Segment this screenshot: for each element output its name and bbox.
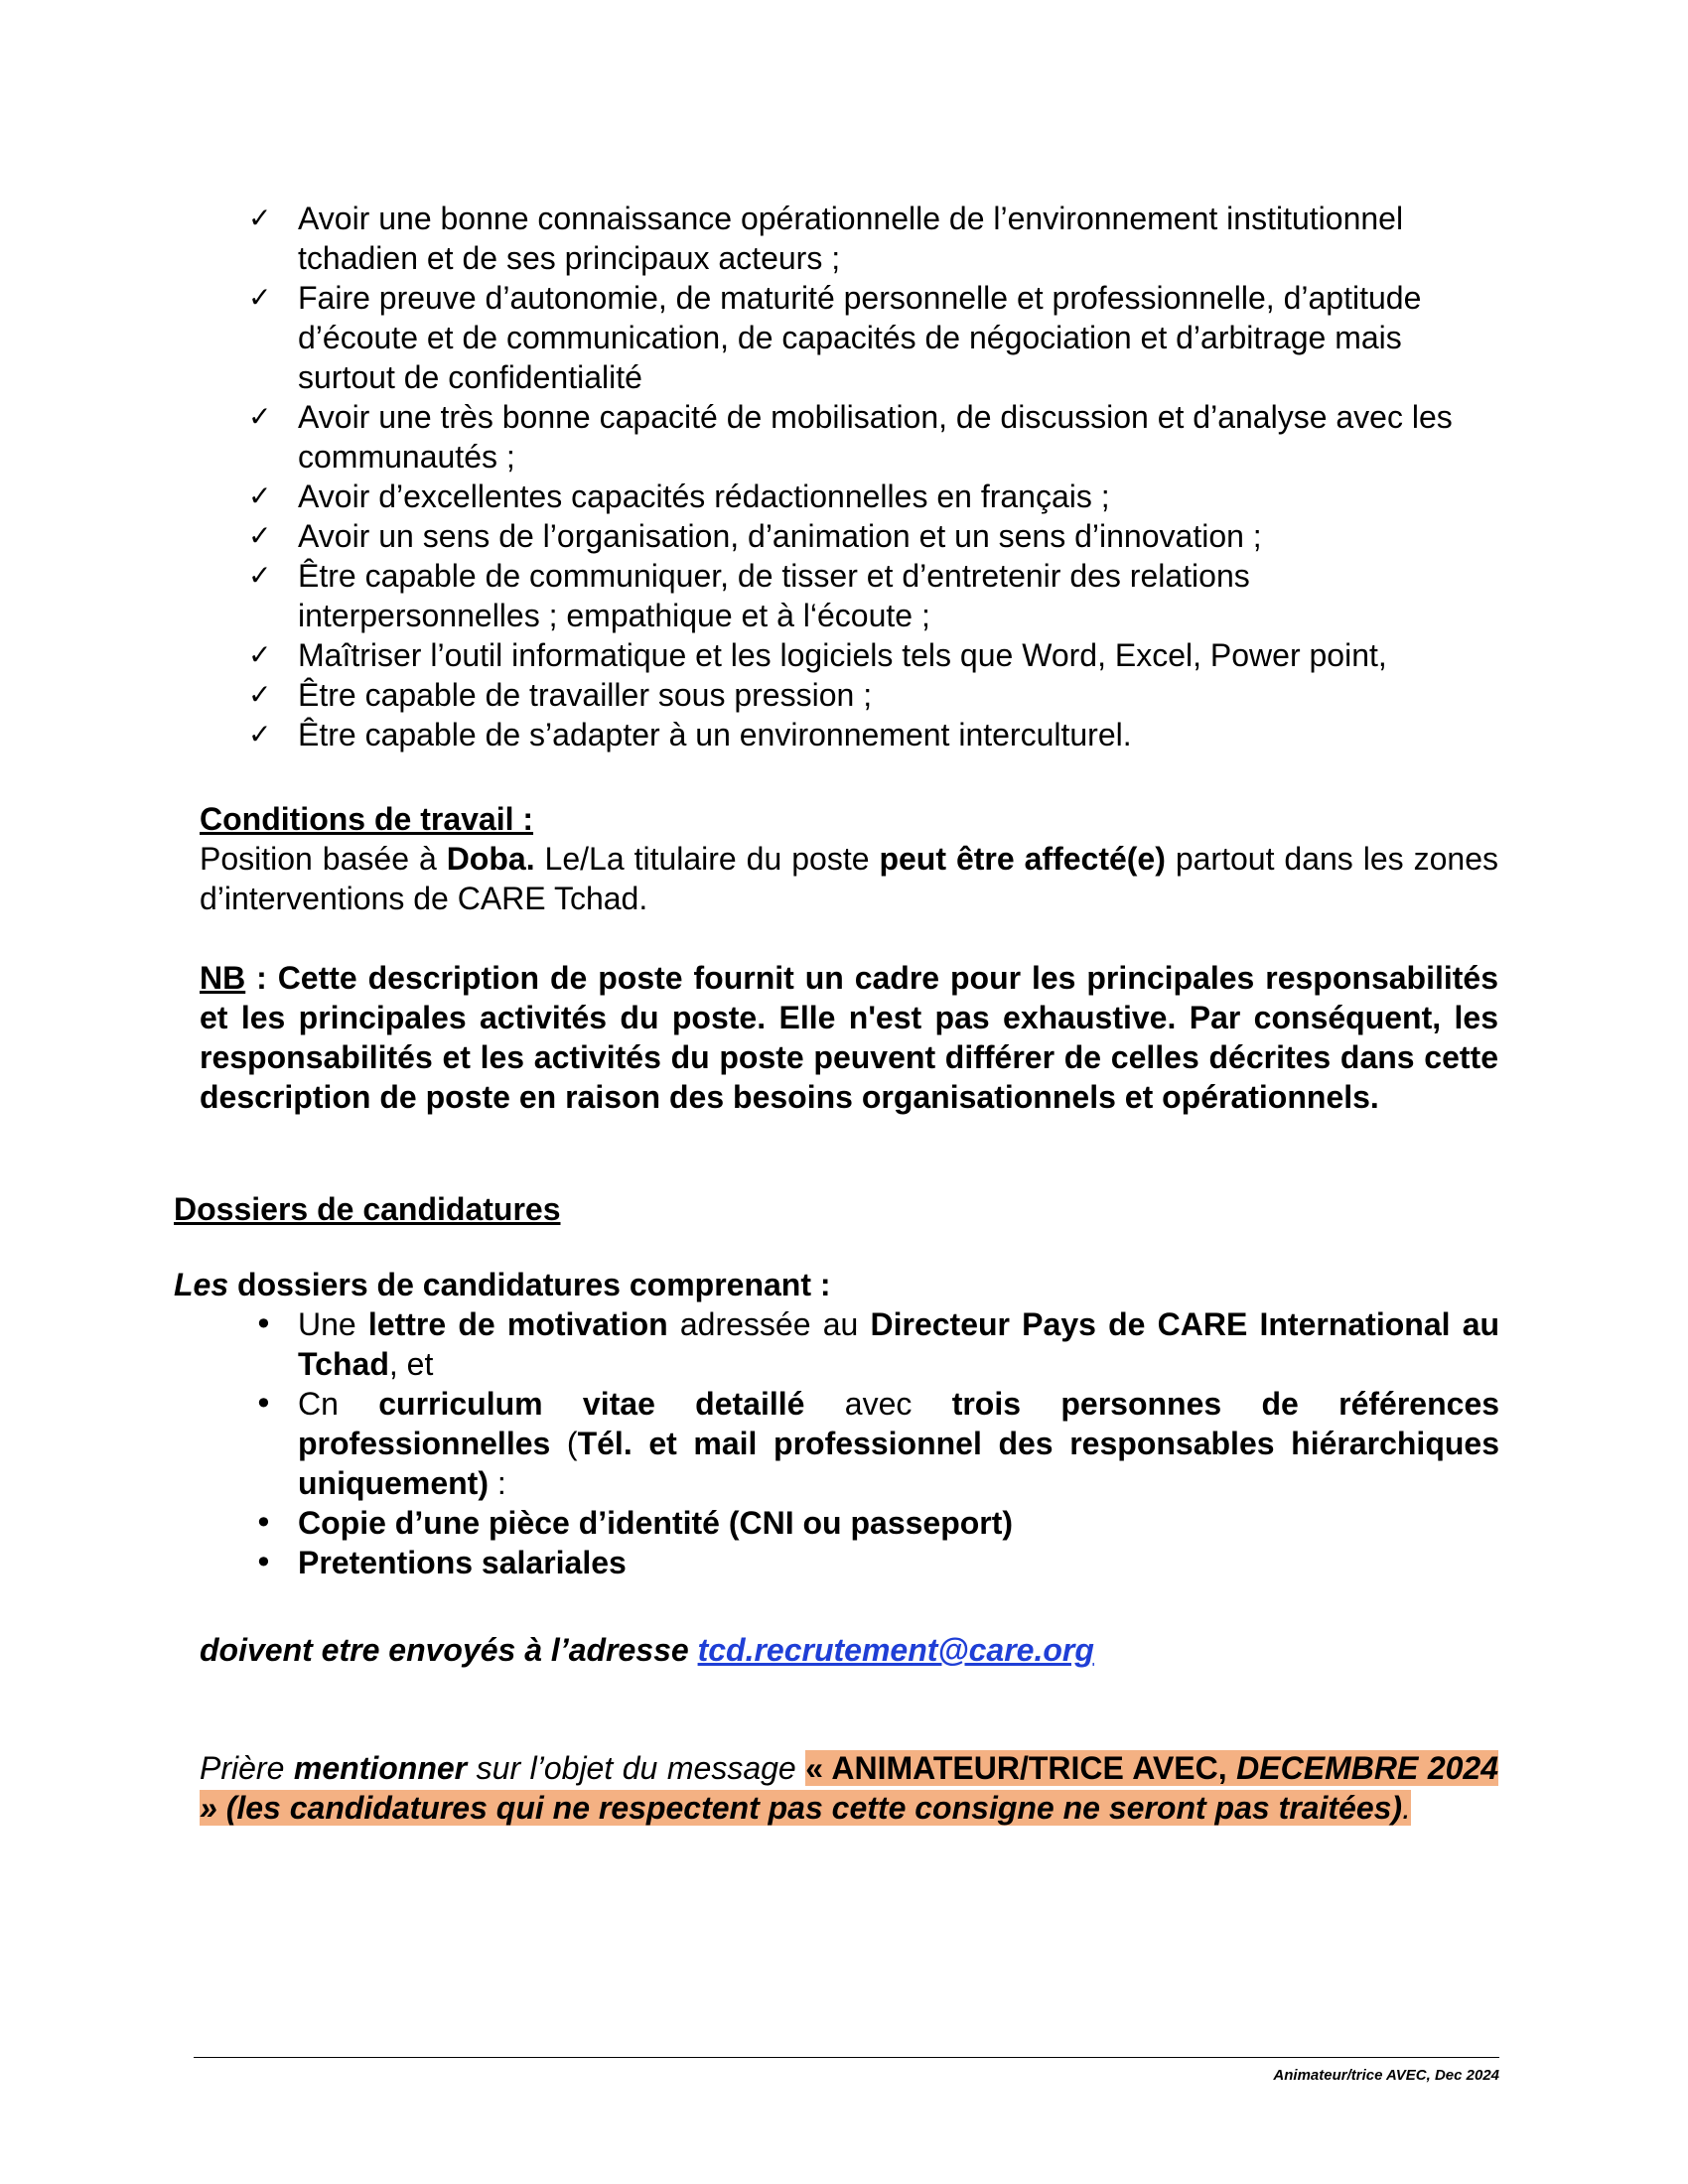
- list-item-text: Avoir d’excellentes capacités rédactionnelles en français ;: [298, 478, 1110, 514]
- item-text: :: [488, 1465, 506, 1501]
- subject-text: Prière: [200, 1750, 294, 1786]
- nb-note: [200, 958, 1498, 1117]
- list-item: [248, 1384, 1499, 1503]
- requirements-checklist: [248, 199, 1499, 754]
- working-conditions-heading: Conditions de travail :: [200, 801, 534, 837]
- subject-highlight: DECEMBRE 2024 » (les candidatures qui ne respectent pas cette consigne ne seront pas traitées): [200, 1750, 1499, 1826]
- nb-label: NB: [200, 960, 246, 996]
- checkmark-icon: ✓: [248, 638, 272, 671]
- conditions-assignable: peut être affecté(e): [879, 841, 1166, 877]
- list-item: [248, 516, 1499, 556]
- item-bold: Tél. et mail professionnel des responsables hiérarchiques uniquement): [298, 1426, 1500, 1501]
- list-item: [248, 556, 1499, 635]
- checkmark-icon: ✓: [248, 718, 272, 751]
- bullet-icon: •: [254, 1544, 273, 1581]
- applications-intro: [174, 1265, 831, 1304]
- applications-intro-italic: Les: [174, 1267, 229, 1302]
- list-item-text: Avoir un sens de l’organisation, d’animation et un sens d’innovation ;: [298, 518, 1262, 554]
- list-item: [248, 675, 1499, 715]
- list-item-text: Maîtriser l’outil informatique et les logiciels tels que Word, Excel, Power point,: [298, 637, 1387, 673]
- checkmark-icon: ✓: [248, 559, 272, 592]
- checkmark-icon: ✓: [248, 519, 272, 552]
- checkmark-icon: ✓: [248, 678, 272, 711]
- item-text: , et: [388, 1346, 434, 1382]
- item-text: avec: [804, 1386, 952, 1422]
- footer-divider: [194, 2057, 1499, 2058]
- working-conditions-text: [200, 839, 1498, 918]
- list-item-text: Avoir une bonne connaissance opérationnelle de l’environnement institutionnel tchadien et de ses principaux acteurs ;: [298, 201, 1404, 276]
- subject-bold: mentionner: [293, 1750, 468, 1786]
- send-instruction: [200, 1630, 1094, 1670]
- list-item-text: Être capable de communiquer, de tisser et d’entretenir des relations interpersonnelles ; empathique et à l‘écoute ;: [298, 558, 1250, 633]
- checkmark-icon: ✓: [248, 281, 272, 314]
- recruitment-email-link[interactable]: tcd.recrutement@care.org: [697, 1632, 1094, 1668]
- item-bold: lettre de motivation: [367, 1306, 668, 1342]
- applications-heading: Dossiers de candidatures: [174, 1191, 561, 1227]
- bullet-icon: •: [254, 1385, 273, 1423]
- item-bold: curriculum vitae detaillé: [378, 1386, 805, 1422]
- subject-highlight: « ANIMATEUR/TRICE AVEC,: [805, 1750, 1237, 1786]
- item-text: Une: [298, 1306, 368, 1342]
- conditions-text-1: Position basée à: [200, 841, 447, 877]
- checkmark-icon: ✓: [248, 479, 272, 512]
- conditions-location: Doba.: [446, 841, 535, 877]
- list-item: [248, 1304, 1499, 1384]
- conditions-text-3: partout dans les zones d’interventions de CARE Tchad.: [200, 841, 1498, 916]
- item-text: (: [550, 1426, 578, 1461]
- footer-text: Animateur/trice AVEC, Dec 2024: [1273, 2067, 1499, 2084]
- list-item-text: Être capable de travailler sous pression ;: [298, 677, 873, 713]
- list-item: [248, 477, 1499, 516]
- bullet-icon: •: [254, 1305, 273, 1343]
- bullet-icon: •: [254, 1504, 273, 1542]
- list-item: [248, 635, 1499, 675]
- conditions-text-2: Le/La titulaire du poste: [534, 841, 880, 877]
- item-text: adressée au: [667, 1306, 871, 1342]
- list-item: [248, 278, 1499, 397]
- list-item: [248, 199, 1499, 278]
- subject-text: sur l’objet du message: [467, 1750, 806, 1786]
- nb-text: : Cette description de poste fournit un cadre pour les principales responsabilités et les principales activités du poste. Elle n'est pas exhaustive. Par conséquent, les responsabilités et les activités du poste peuvent différer de celles décrites dans cette description de poste en raison des besoins organisationnels et opérationnels.: [200, 960, 1498, 1115]
- list-item: [248, 397, 1499, 477]
- item-bold: Copie d’une pièce d’identité (CNI ou passeport): [298, 1505, 1014, 1541]
- subject-highlight: .: [1402, 1790, 1411, 1826]
- list-item: [248, 715, 1499, 754]
- item-bold: trois personnes de références professionnelles: [298, 1386, 1500, 1461]
- checkmark-icon: ✓: [248, 202, 272, 234]
- subject-instruction: [200, 1748, 1498, 1828]
- list-item: [248, 1543, 1499, 1582]
- item-bold: Directeur Pays de CARE International au Tchad: [298, 1306, 1500, 1382]
- list-item-text: Être capable de s’adapter à un environnement interculturel.: [298, 717, 1132, 752]
- list-item-text: Avoir une très bonne capacité de mobilisation, de discussion et d’analyse avec les communautés ;: [298, 399, 1453, 475]
- item-text: Cn: [298, 1386, 379, 1422]
- applications-list: [248, 1304, 1499, 1582]
- checkmark-icon: ✓: [248, 400, 272, 433]
- list-item-text: Faire preuve d’autonomie, de maturité personnelle et professionnelle, d’aptitude d’écoute et de communication, de capacités de négociation et d’arbitrage mais surtout de confidentialité: [298, 280, 1422, 395]
- item-bold: Pretentions salariales: [298, 1545, 627, 1580]
- applications-intro-text: dossiers de candidatures comprenant :: [228, 1267, 831, 1302]
- send-text: doivent etre envoyés à l’adresse: [200, 1632, 698, 1668]
- list-item: [248, 1503, 1499, 1543]
- working-conditions: [200, 799, 1498, 918]
